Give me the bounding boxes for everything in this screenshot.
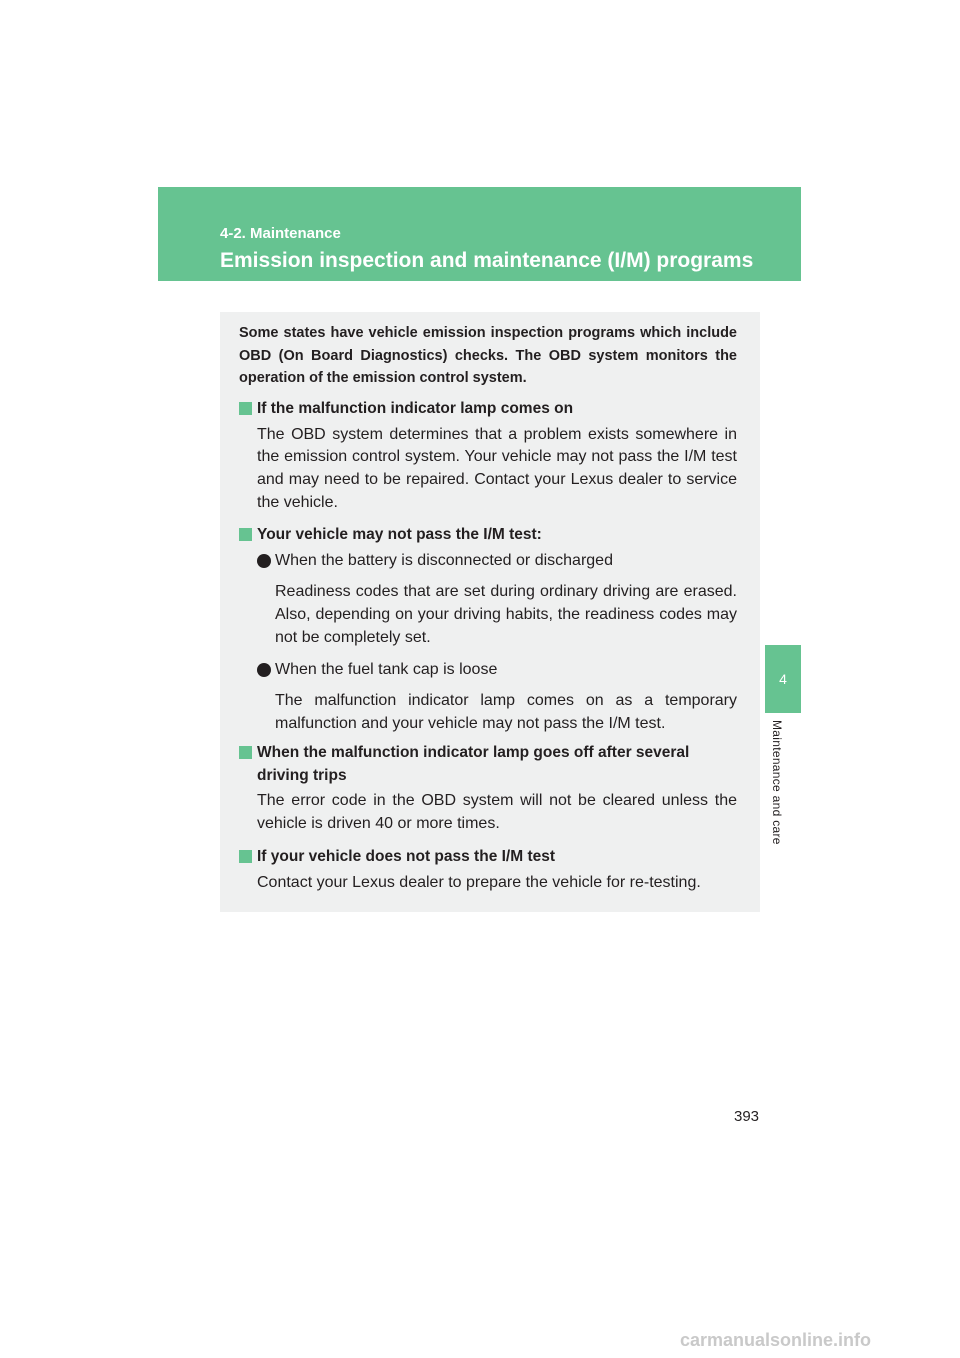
- section-heading: If the malfunction indicator lamp comes on: [239, 398, 737, 421]
- square-bullet-icon: [239, 850, 252, 863]
- round-bullet-icon: [257, 554, 271, 568]
- section-heading: If your vehicle does not pass the I/M test: [239, 846, 737, 869]
- section-heading: Your vehicle may not pass the I/M test:: [239, 524, 737, 547]
- section-does-not-pass: [239, 846, 737, 894]
- section-body: The OBD system determines that a problem exists somewhere in the emission control system. Your vehicle may not pass the I/M test and may need to be repaired. Contact your Lexus dealer to service the vehicle.: [257, 425, 737, 511]
- bullet-item: When the fuel tank cap is loose: [257, 659, 737, 682]
- section-heading: When the malfunction indicator lamp goes off after several driving trips: [239, 742, 737, 787]
- page-title: Emission inspection and maintenance (I/M) programs: [220, 249, 754, 272]
- section-lamp-goes-off: [239, 742, 737, 836]
- section-may-not-pass: [239, 524, 737, 736]
- chapter-tab-label: Maintenance and care: [770, 720, 784, 845]
- content-box: [220, 312, 760, 912]
- watermark: carmanualsonline.info: [680, 1330, 872, 1350]
- section-body: Contact your Lexus dealer to prepare the vehicle for re-testing.: [257, 873, 701, 891]
- intro-paragraph: Some states have vehicle emission inspection programs which include OBD (On Board Diagnostics) checks. The OBD system monitors the operation of the emission control system.: [239, 325, 737, 386]
- section-body: The error code in the OBD system will not be cleared unless the vehicle is driven 40 or more times.: [257, 792, 737, 832]
- bullet-body: The malfunction indicator lamp comes on as a temporary malfunction and your vehicle may not pass the I/M test.: [275, 692, 737, 733]
- page-number: 393: [734, 1108, 760, 1125]
- bullet-item: When the battery is disconnected or discharged: [257, 550, 737, 573]
- section-malfunction-lamp-on: [239, 398, 737, 515]
- bullet-body: Readiness codes that are set during ordinary driving are erased. Also, depending on your driving habits, the readiness codes may not be completely set.: [275, 583, 737, 646]
- section-label: 4-2. Maintenance: [220, 225, 341, 242]
- chapter-tab: [765, 645, 801, 713]
- square-bullet-icon: [239, 746, 252, 759]
- chapter-tab-number: 4: [779, 671, 787, 687]
- chapter-header-band: [158, 187, 801, 281]
- square-bullet-icon: [239, 402, 252, 415]
- square-bullet-icon: [239, 528, 252, 541]
- round-bullet-icon: [257, 663, 271, 677]
